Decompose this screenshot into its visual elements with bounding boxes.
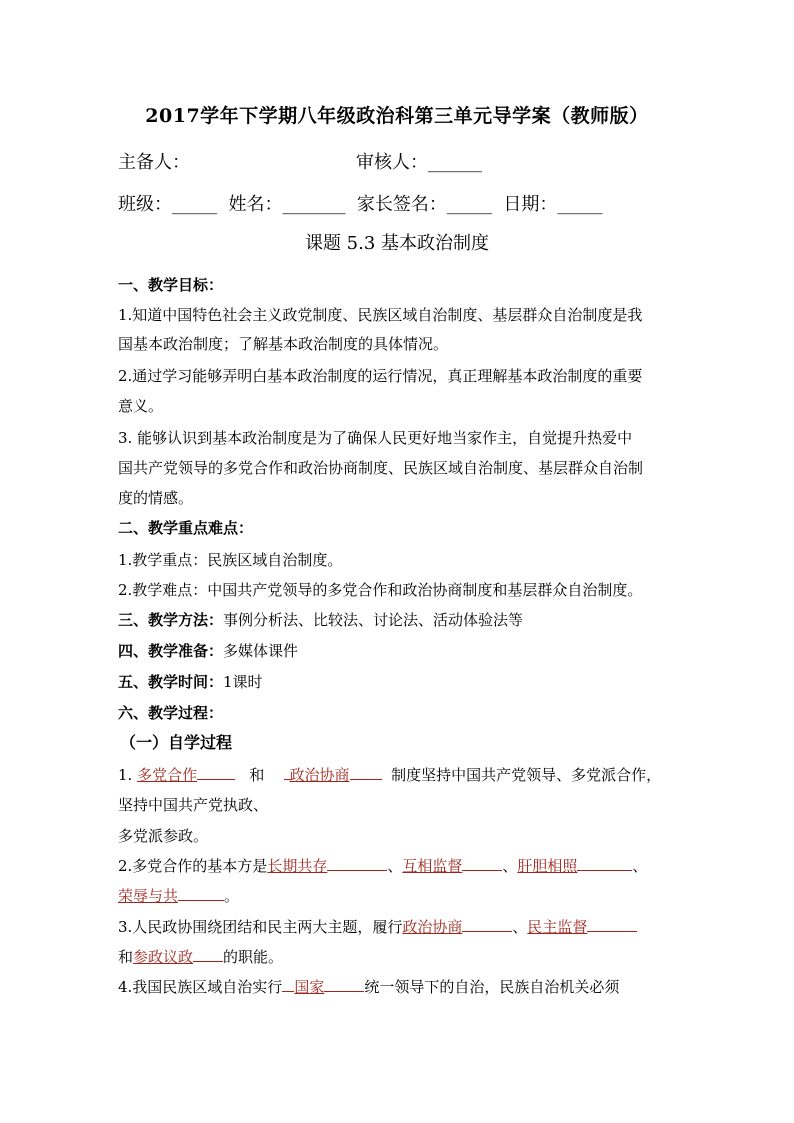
key-point-2: 2.教学难点：中国共产党领导的多党合作和政治协商制度和基层群众自治制度。 bbox=[118, 581, 643, 599]
answer-blank bbox=[327, 856, 387, 871]
item-1-line-3: 多党派参政。 bbox=[118, 827, 209, 845]
answer-blank bbox=[324, 977, 364, 992]
time-line bbox=[118, 672, 263, 692]
separator: 、 bbox=[512, 918, 528, 936]
answer-guojia: 国家 bbox=[294, 978, 325, 996]
answer-blank bbox=[282, 977, 294, 992]
item-1-and: 和 bbox=[249, 766, 265, 784]
answer-blank bbox=[462, 856, 502, 871]
item-1-rest: 制度坚持中国共产党领导、多党派合作， bbox=[391, 766, 662, 784]
answer-minzhu-jiandu: 民主监督 bbox=[527, 918, 588, 936]
goal-3-line-1: 3. 能够认识到基本政治制度是为了确保人民更好地当家作主，自觉提升热爱中 bbox=[118, 429, 633, 447]
item-3-line-1 bbox=[118, 917, 637, 937]
reviewer-label: 审核人：______ bbox=[356, 152, 482, 173]
item-3-text: 3.人民政协围绕团结和民主两大主题，履行 bbox=[118, 918, 403, 936]
item-2-line-1 bbox=[118, 856, 647, 876]
answer-canzheng-yizheng: 参政议政 bbox=[133, 948, 194, 966]
separator: 、 bbox=[502, 857, 518, 875]
item-2-text: 2.多党合作的基本方是 bbox=[118, 857, 268, 875]
item-3-line-2 bbox=[118, 947, 283, 967]
item-4-line-1 bbox=[118, 977, 619, 997]
preparer-label: 主备人： bbox=[118, 152, 190, 173]
goals-heading: 一、教学目标： bbox=[118, 276, 224, 294]
goal-1-line-1: 1.知道中国特色社会主义政党制度、民族区域自治制度、基层群众自治制度是我 bbox=[118, 306, 643, 324]
answer-blank bbox=[178, 886, 224, 901]
student-info-line: 班级：_____ 姓名：_______ 家长签名：_____ 日期：_____ bbox=[118, 194, 603, 215]
key-points-heading: 二、教学重点难点： bbox=[118, 519, 254, 537]
prep-text: 多媒体课件 bbox=[223, 642, 299, 660]
self-study-heading: （一）自学过程 bbox=[120, 733, 233, 752]
answer-blank bbox=[462, 917, 512, 932]
method-line bbox=[118, 610, 523, 630]
method-label: 三、教学方法： bbox=[118, 611, 224, 629]
goal-3-line-3: 度的情感。 bbox=[118, 489, 194, 507]
answer-zhengzhi-xieshang: 政治协商 bbox=[289, 766, 350, 784]
answer-blank bbox=[350, 765, 382, 780]
goal-2-line-2: 意义。 bbox=[118, 397, 164, 415]
separator: 、 bbox=[632, 857, 648, 875]
prep-line bbox=[118, 641, 298, 661]
item-1-line-1 bbox=[118, 765, 661, 785]
item-2-line-2 bbox=[118, 886, 239, 906]
answer-blank bbox=[193, 947, 223, 962]
answer-rongru-yugong: 荣辱与共 bbox=[118, 887, 179, 905]
key-point-1: 1.教学重点：民族区域自治制度。 bbox=[118, 551, 343, 569]
period: 。 bbox=[224, 887, 240, 905]
goal-1-line-2: 国基本政治制度；了解基本政治制度的具体情况。 bbox=[118, 335, 449, 353]
process-heading: 六、教学过程： bbox=[118, 704, 224, 722]
answer-changqi-gongcun: 长期共存 bbox=[267, 857, 328, 875]
answer-duodang-hezuo: 多党合作 bbox=[137, 766, 198, 784]
answer-blank bbox=[577, 856, 632, 871]
method-text: 事例分析法、比较法、讨论法、活动体验法等 bbox=[223, 611, 524, 629]
answer-zhengzhi-xieshang-2: 政治协商 bbox=[402, 918, 463, 936]
item-1-number: 1. bbox=[118, 766, 133, 784]
answer-blank bbox=[197, 765, 235, 780]
item-4-text: 4.我国民族区域自治实行 bbox=[118, 978, 283, 996]
item-3-rest: 的职能。 bbox=[223, 948, 284, 966]
item-1-line-2: 坚持中国共产党执政、 bbox=[118, 796, 269, 814]
answer-blank bbox=[587, 917, 637, 932]
document-title: 2017学年下学期八年级政治科第三单元导学案（教师版） bbox=[145, 105, 649, 127]
lesson-subject: 课题 5.3 基本政治制度 bbox=[304, 233, 490, 254]
item-3-and: 和 bbox=[118, 948, 134, 966]
item-4-rest: 统一领导下的自治，民族自治机关必须 bbox=[364, 978, 620, 996]
goal-3-line-2: 国共产党领导的多党合作和政治协商制度、民族区域自治制度、基层群众自治制 bbox=[118, 459, 644, 477]
goal-2-line-1: 2.通过学习能够弄明白基本政治制度的运行情况，真正理解基本政治制度的重要 bbox=[118, 367, 643, 385]
time-text: 1课时 bbox=[223, 673, 263, 691]
answer-gandan-xiangzhao: 肝胆相照 bbox=[517, 857, 578, 875]
prep-label: 四、教学准备： bbox=[118, 642, 224, 660]
separator: 、 bbox=[387, 857, 403, 875]
time-label: 五、教学时间： bbox=[118, 673, 224, 691]
answer-huxiang-jiandu: 互相监督 bbox=[402, 857, 463, 875]
